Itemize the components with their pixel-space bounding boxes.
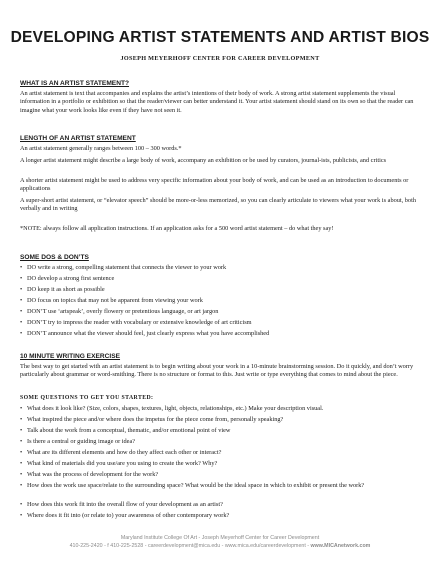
list-item: • What was the process of development for the work? [20,471,159,478]
bullet-icon: • [20,286,23,293]
bullet-icon: • [20,297,23,304]
bullet-icon: • [20,308,23,315]
list-item: • What are its different elements and how do they affect each other or interact? [20,449,222,456]
list-item: • DON’T announce what the viewer should feel, just clearly express what you have accomplished [20,330,270,337]
list-item: • DO develop a strong first sentence [20,275,115,282]
paragraph-length-range: An artist statement generally ranges between 100 – 300 words.* [20,145,182,152]
bullet-icon: • [20,438,23,445]
list-item: • Where does it fit into (or relate to) your awareness of other contemporary work? [20,512,230,519]
list-item: • DON’T use ‘artspeak’, overly flowery or pretentious language, or art jargon [20,308,219,315]
bullet-icon: • [20,512,23,519]
subheading-questions: SOME QUESTIONS TO GET YOU STARTED: [20,395,154,401]
bullet-icon: • [20,416,23,423]
footer-network-link[interactable]: www.MICAnetwork.com [310,543,371,549]
footer-institution: Maryland Institute College Of Art - Joseph Meyerhoff Center for Career Development [120,535,320,541]
paragraph-note: *NOTE: always follow all application instructions. If an application asks for a 500 word artist statement – do what they say! [20,225,334,232]
list-item: • What inspired the piece and/or where does the impetus for the piece come from, personally speaking? [20,416,284,423]
bullet-icon: • [20,501,23,508]
paragraph-what-is-artist-statement: An artist statement is text that accompanies and explains the artist’s intentions of their body of work. A strong artist statement supplements the visual information in a portfolio or exhibition so that the reader/viewer can better understand it. Your artist statement should stand on its own so that the reader can imagine what your work looks like even if they have not seen it. [20,90,414,114]
paragraph-super-short-statement: A super-short artist statement, or “elevator speech” should be more-or-less memorized, so you can clearly articulate to viewers what your work is about, both verbally and in writing [20,197,416,213]
paragraph-shorter-statement: A shorter artist statement might be used to address very specific information about your body of work, and can be used as an introduction to documents or applications [20,177,409,193]
bullet-icon: • [20,275,23,282]
list-item: • What does it look like? (Size, colors, shapes, textures, light, objects, relationships, etc.) Make your description visual. [20,405,324,412]
bullet-icon: • [20,264,23,271]
bullet-icon: • [20,405,23,412]
heading-dos-donts: SOME DOS & DON’TS [20,254,89,261]
list-item: • Is there a central or guiding image or idea? [20,438,136,445]
list-item: • DO keep it as short as possible [20,286,105,293]
document-subtitle: JOSEPH MEYERHOFF CENTER FOR CAREER DEVELOPMENT [120,55,320,62]
bullet-icon: • [20,460,23,467]
bullet-icon: • [20,319,23,326]
list-item: • What kind of materials did you use/are you using to create the work? Why? [20,460,218,467]
list-item: • DO focus on topics that may not be apparent from viewing your work [20,297,203,304]
paragraph-longer-statement: A longer artist statement might describe a large body of work, accompany an exhibition or be used by curators, journal-ists, publicists, and critics [20,157,387,164]
footer-contact-text: 410-225-2420 - f 410-225-2528 - careerdevelopment@mica.edu - www.mica.edu/careerdevelopment - [69,543,311,549]
document-title: DEVELOPING ARTIST STATEMENTS AND ARTIST BIOS [10,29,430,46]
list-item: • Talk about the work from a conceptual, thematic, and/or emotional point of view [20,427,231,434]
list-item: • DON’T try to impress the reader with vocabulary or extensive knowledge of art criticism [20,319,252,326]
bullet-icon: • [20,330,23,337]
heading-writing-exercise: 10 MINUTE WRITING EXERCISE [20,353,121,360]
bullet-icon: • [20,427,23,434]
heading-length: LENGTH OF AN ARTIST STATEMENT [20,135,136,142]
list-item: • How does the work use space/relate to the surrounding space? What would be the ideal space in which to exhibit or present the work? [20,482,365,489]
paragraph-writing-exercise: The best way to get started with an artist statement is to begin writing about your work in a 10-minute brainstorming session. Do it quickly, and don’t worry particularly about grammar or word-smithing. There is no structure or format to this. Just write or type everything that comes to mind about the piece. [20,363,414,379]
footer-contact [0,543,440,549]
list-item: • How does this work fit into the overall flow of your development as an artist? [20,501,223,508]
bullet-icon: • [20,471,23,478]
bullet-icon: • [20,482,23,489]
heading-what-is-artist-statement: WHAT IS AN ARTIST STATEMENT? [20,80,130,87]
list-item: • DO write a strong, compelling statement that connects the viewer to your work [20,264,227,271]
bullet-icon: • [20,449,23,456]
